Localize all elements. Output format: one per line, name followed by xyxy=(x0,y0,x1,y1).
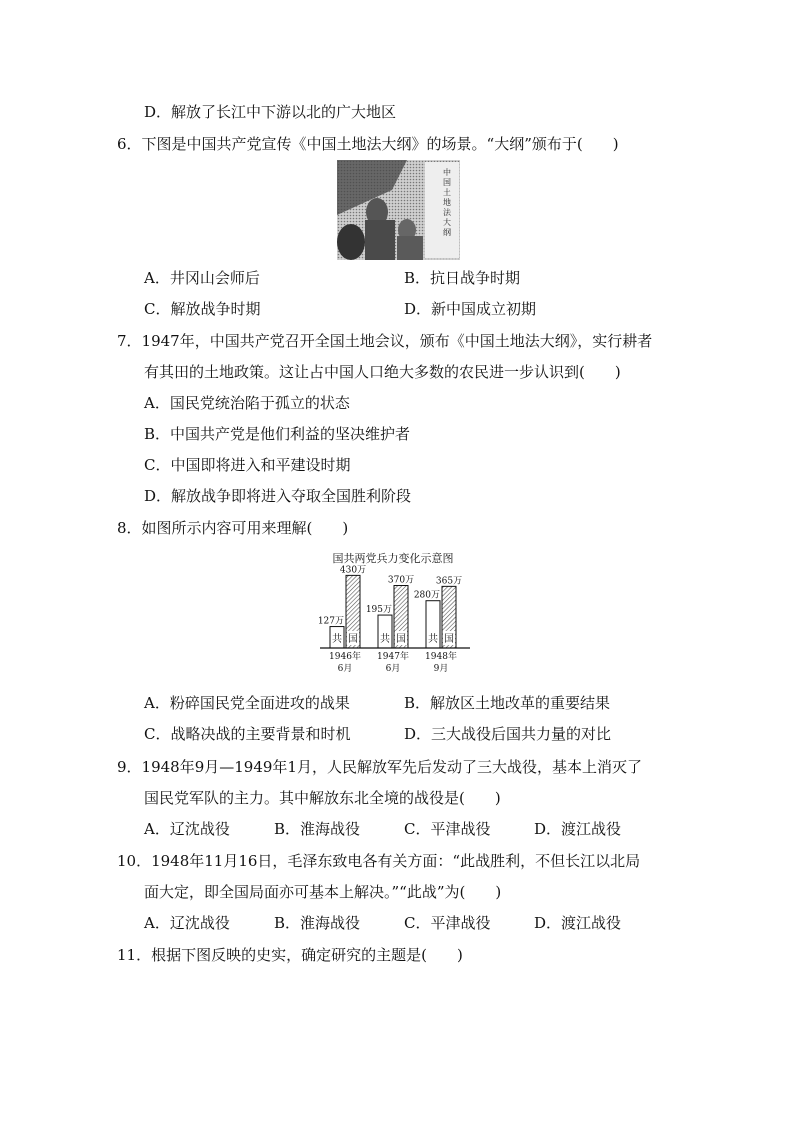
chart-plot xyxy=(308,552,478,680)
x-tick-label: 6月 xyxy=(385,664,401,674)
q8-option-a: A．粉碎国民党全面进攻的战果 xyxy=(144,694,350,712)
x-tick-label: 1948年 xyxy=(425,652,457,662)
q8-option-d: D．三大战役后国共力量的对比 xyxy=(404,725,612,743)
q6-option-d: D．新中国成立初期 xyxy=(404,300,537,318)
data-label: 280万 xyxy=(413,590,440,601)
q7-option-d: D．解放战争即将进入夺取全国胜利阶段 xyxy=(144,487,412,505)
q9-stem-line1: 9．1948年9月—1949年1月，人民解放军先后发动了三大战役，基本上消灭了 xyxy=(117,758,642,776)
data-label: 430万 xyxy=(339,565,367,576)
data-label: 195万 xyxy=(365,605,392,616)
q11-stem: 11．根据下图反映的史实，确定研究的主题是( ) xyxy=(117,946,463,964)
q10-option-c: C．平津战役 xyxy=(404,914,491,932)
q6-stem: 6．下图是中国共产党宣传《中国土地法大纲》的场景。“大纲”颁布于( ) xyxy=(117,135,619,153)
q9-option-d: D．渡江战役 xyxy=(534,820,622,838)
q10-stem-line2: 面大定，即全国局面亦可基本上解决。”“此战”为( ) xyxy=(144,883,502,901)
q8-option-c: C．战略决战的主要背景和时机 xyxy=(144,725,351,743)
bar-name-label: 共 xyxy=(332,634,342,645)
q7-option-c: C．中国即将进入和平建设时期 xyxy=(144,456,351,474)
q7-option-b: B．中国共产党是他们利益的坚决维护者 xyxy=(144,425,411,443)
q8-option-b: B．解放区土地改革的重要结果 xyxy=(404,694,611,712)
q6-option-b: B．抗日战争时期 xyxy=(404,269,521,287)
x-tick-label: 6月 xyxy=(337,664,353,674)
q9-option-c: C．平津战役 xyxy=(404,820,491,838)
q6-option-c: C．解放战争时期 xyxy=(144,300,261,318)
bar-name-label: 共 xyxy=(428,634,438,645)
x-tick-label: 9月 xyxy=(433,664,449,674)
bar-name-label: 国 xyxy=(396,634,406,645)
q10-option-a: A．辽沈战役 xyxy=(144,914,230,932)
data-label: 365万 xyxy=(435,576,463,587)
q9-stem-line2: 国民党军队的主力。其中解放东北全境的战役是( ) xyxy=(144,789,501,807)
data-label: 370万 xyxy=(387,575,415,586)
q7-stem-line2: 有其田的土地政策。这让占中国人口绝大多数的农民进一步认识到( ) xyxy=(144,363,621,381)
bar-name-label: 国 xyxy=(348,634,358,645)
x-tick-label: 1946年 xyxy=(329,652,361,662)
data-label: 127万 xyxy=(317,616,344,627)
propaganda-photo xyxy=(337,160,460,260)
q6-option-a: A．井冈山会师后 xyxy=(144,269,260,287)
bar-name-label: 共 xyxy=(380,634,390,645)
q7-option-a: A．国民党统治陷于孤立的状态 xyxy=(144,394,350,412)
q7-stem-line1: 7．1947年，中国共产党召开全国土地会议，颁布《中国土地法大纲》，实行耕者 xyxy=(117,332,653,350)
q9-option-a: A．辽沈战役 xyxy=(144,820,230,838)
x-tick-label: 1947年 xyxy=(377,652,409,662)
q8-stem: 8．如图所示内容可用来理解( ) xyxy=(117,519,349,537)
q6-photo xyxy=(337,160,460,260)
chart-title: 国共两党兵力变化示意图 xyxy=(332,552,454,565)
q9-option-b: B．淮海战役 xyxy=(274,820,361,838)
q10-option-d: D．渡江战役 xyxy=(534,914,622,932)
bar-name-label: 国 xyxy=(444,634,454,645)
force-chart xyxy=(308,552,478,680)
prev-option-d: D．解放了长江中下游以北的广大地区 xyxy=(144,103,397,121)
photo-banner-text: 中国土地法大纲 xyxy=(443,168,451,237)
q10-option-b: B．淮海战役 xyxy=(274,914,361,932)
q10-stem-line1: 10．1948年11月16日，毛泽东致电各有关方面：“此战胜利，不但长江以北局 xyxy=(117,852,641,870)
